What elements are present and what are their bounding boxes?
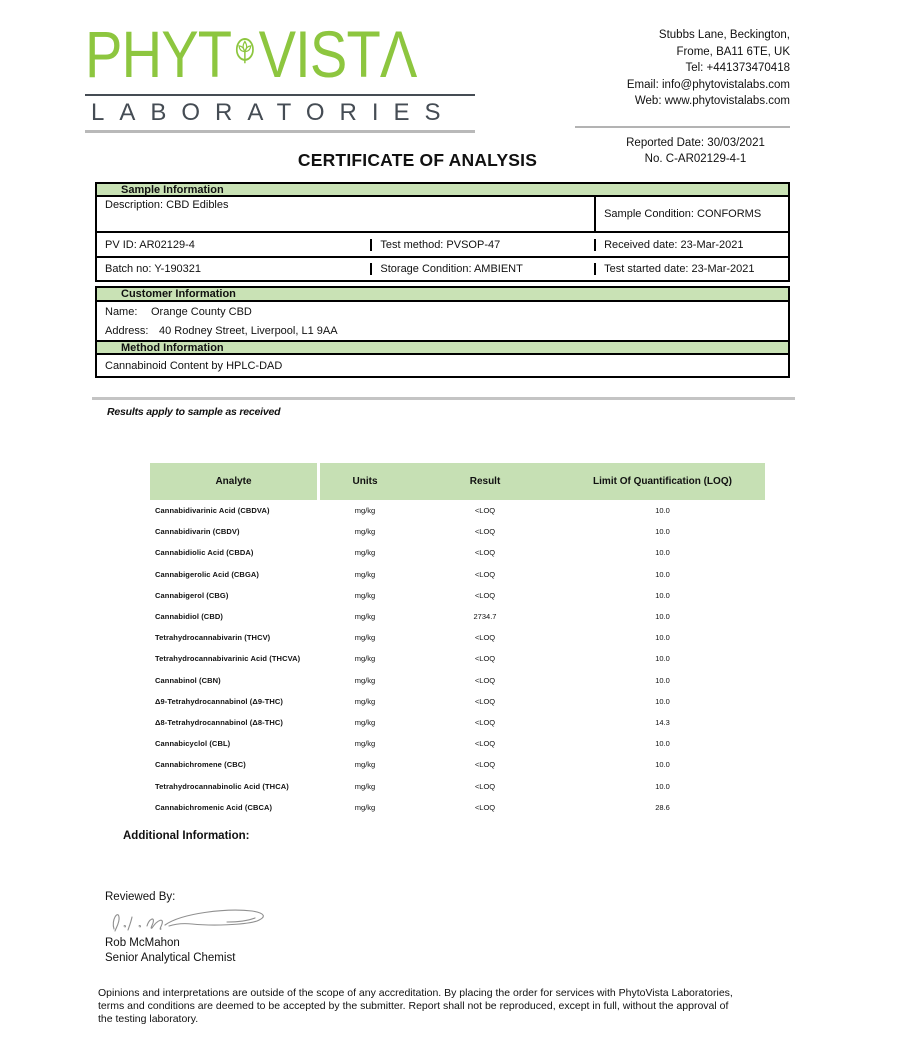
address-line-2: Frome, BA11 6TE, UK xyxy=(676,45,790,58)
cell-units: mg/kg xyxy=(354,739,376,749)
cell-result: <LOQ xyxy=(474,654,496,664)
customer-information-body xyxy=(97,302,788,340)
footer-disclaimer xyxy=(98,987,818,1026)
address-label: Address: xyxy=(105,325,149,337)
cell-result: <LOQ xyxy=(474,760,496,770)
lab-contact-block xyxy=(480,27,790,110)
cell-analyte: Cannabigerol (CBG) xyxy=(155,590,229,600)
cell-loq: 10.0 xyxy=(655,696,670,706)
report-number: No. C-AR02129-4-1 xyxy=(644,153,747,165)
cell-loq: 10.0 xyxy=(655,506,670,516)
name-label: Name: xyxy=(105,306,138,318)
cell-analyte: Cannabichromenic Acid (CBCA) xyxy=(155,802,273,812)
table-row xyxy=(150,500,765,521)
cell-analyte: Tetrahydrocannabinolic Acid (THCA) xyxy=(155,781,289,791)
cell-result: 2734.7 xyxy=(473,612,497,622)
name-value: Orange County CBD xyxy=(151,306,252,318)
cell-loq: 10.0 xyxy=(655,760,670,770)
brand-prefix-text: PHYT xyxy=(85,17,232,91)
cell-loq: 10.0 xyxy=(655,633,670,643)
sample-information-table xyxy=(95,182,790,282)
cell-analyte: Cannabidivarin (CBDV) xyxy=(155,527,240,537)
method-cell: Cannabinoid Content by HPLC-DAD xyxy=(105,359,283,372)
column-header-loq: Limit Of Quantification (LOQ) xyxy=(593,476,732,487)
cell-analyte: Cannabidiolic Acid (CBDA) xyxy=(155,548,254,558)
results-divider-line xyxy=(92,397,795,400)
test-method-cell: Test method: PVSOP-47 xyxy=(370,239,594,251)
table-row xyxy=(150,712,765,733)
cell-loq: 10.0 xyxy=(655,739,670,749)
page-title: CERTIFICATE OF ANALYSIS xyxy=(297,150,538,170)
footer-line-3: the testing laboratory. xyxy=(98,1013,199,1025)
table-row xyxy=(150,585,765,606)
cell-result: <LOQ xyxy=(474,781,496,791)
cell-analyte: Cannabigerolic Acid (CBGA) xyxy=(155,569,259,579)
cell-loq: 10.0 xyxy=(655,590,670,600)
cell-result: <LOQ xyxy=(474,548,496,558)
cell-analyte: Cannabinol (CBN) xyxy=(155,675,221,685)
phone-line: Tel: +441373470418 xyxy=(685,62,790,74)
cell-units: mg/kg xyxy=(354,781,376,791)
cell-result: <LOQ xyxy=(474,739,496,749)
results-table-header xyxy=(150,463,765,500)
column-header-analyte: Analyte xyxy=(215,476,252,487)
cell-units: mg/kg xyxy=(354,802,376,812)
contact-divider-line xyxy=(575,126,790,128)
sample-information-header: Sample Information xyxy=(97,184,788,197)
cell-loq: 14.3 xyxy=(655,717,670,727)
cell-analyte: Δ8-Tetrahydrocannabinol (Δ8-THC) xyxy=(155,717,284,727)
reviewed-by-label: Reviewed By: xyxy=(105,891,176,903)
cell-analyte: Cannabidivarinic Acid (CBDVA) xyxy=(155,506,270,516)
storage-condition-cell: Storage Condition: AMBIENT xyxy=(370,263,594,275)
cell-units: mg/kg xyxy=(354,527,376,537)
address-line-1: Stubbs Lane, Beckington, xyxy=(658,29,790,41)
results-note: Results apply to sample as received xyxy=(107,406,281,418)
cell-loq: 28.6 xyxy=(655,802,670,812)
cell-result: <LOQ xyxy=(474,590,496,600)
logo-subtitle: LABORATORIES xyxy=(91,99,456,126)
cell-loq: 10.0 xyxy=(655,527,670,537)
signature-block xyxy=(105,891,272,964)
table-row xyxy=(150,733,765,754)
column-header-units: Units xyxy=(352,476,378,487)
cell-units: mg/kg xyxy=(354,506,376,516)
sample-condition-cell: Sample Condition: CONFORMS xyxy=(594,197,788,231)
cell-analyte: Tetrahydrocannabivarin (THCV) xyxy=(155,633,271,643)
customer-address-row xyxy=(105,325,780,337)
cell-loq: 10.0 xyxy=(655,612,670,622)
cell-loq: 10.0 xyxy=(655,548,670,558)
address-value: 40 Rodney Street, Liverpool, L1 9AA xyxy=(159,325,338,337)
column-header-result: Result xyxy=(469,476,501,487)
cell-units: mg/kg xyxy=(354,590,376,600)
table-row xyxy=(150,542,765,563)
table-row xyxy=(97,231,788,256)
table-row xyxy=(150,564,765,585)
cell-result: <LOQ xyxy=(474,717,496,727)
phytovista-logo xyxy=(85,16,475,133)
reported-date: Reported Date: 30/03/2021 xyxy=(626,137,765,149)
reviewer-title: Senior Analytical Chemist xyxy=(105,952,236,964)
cell-loq: 10.0 xyxy=(655,781,670,791)
cell-units: mg/kg xyxy=(354,633,376,643)
signature-icon xyxy=(107,905,272,935)
cell-result: <LOQ xyxy=(474,506,496,516)
cell-result: <LOQ xyxy=(474,696,496,706)
cell-loq: 10.0 xyxy=(655,675,670,685)
table-row xyxy=(97,256,788,280)
leaf-logo-icon xyxy=(235,17,254,85)
cell-loq: 10.0 xyxy=(655,569,670,579)
customer-name-row xyxy=(105,306,780,318)
cell-loq: 10.0 xyxy=(655,654,670,664)
cell-analyte: Tetrahydrocannabivarinic Acid (THCVA) xyxy=(155,654,301,664)
results-table-body xyxy=(150,500,765,818)
table-row xyxy=(150,775,765,796)
brand-wordmark xyxy=(85,16,417,92)
received-date-cell: Received date: 23-Mar-2021 xyxy=(594,239,788,251)
cell-result: <LOQ xyxy=(474,675,496,685)
footer-line-2: terms and conditions are deemed to be accepted by the submitter. Report shall not be reproduced, except in full, without the approval of xyxy=(98,1000,729,1012)
cell-units: mg/kg xyxy=(354,548,376,558)
table-row xyxy=(150,648,765,669)
table-row xyxy=(150,670,765,691)
cell-analyte: Cannabicyclol (CBL) xyxy=(155,739,231,749)
cell-result: <LOQ xyxy=(474,569,496,579)
cell-result: <LOQ xyxy=(474,802,496,812)
table-row xyxy=(150,754,765,775)
test-started-date-cell: Test started date: 23-Mar-2021 xyxy=(594,263,788,275)
table-row xyxy=(150,797,765,818)
pv-id-cell: PV ID: AR02129-4 xyxy=(105,238,195,251)
footer-line-1: Opinions and interpretations are outside of the scope of any accreditation. By placing the order for services with PhytoVista Laboratories, xyxy=(98,987,733,999)
cell-units: mg/kg xyxy=(354,760,376,770)
cell-units: mg/kg xyxy=(354,696,376,706)
web-line: Web: www.phytovistalabs.com xyxy=(634,95,790,107)
table-row xyxy=(150,691,765,712)
cell-analyte: Cannabichromene (CBC) xyxy=(155,760,246,770)
batch-no-cell: Batch no: Y-190321 xyxy=(105,263,202,275)
table-row xyxy=(150,606,765,627)
method-information-header: Method Information xyxy=(97,342,788,355)
cell-units: mg/kg xyxy=(354,675,376,685)
method-information-table xyxy=(95,340,790,378)
table-row xyxy=(150,521,765,542)
cell-units: mg/kg xyxy=(354,717,376,727)
email-line: Email: info@phytovistalabs.com xyxy=(626,78,790,91)
description-cell: Description: CBD Edibles xyxy=(105,199,229,211)
results-table xyxy=(150,463,765,818)
cell-result: <LOQ xyxy=(474,633,496,643)
additional-information-label: Additional Information: xyxy=(123,830,250,842)
brand-suffix-text: VISTΛ xyxy=(258,17,417,91)
cell-units: mg/kg xyxy=(354,654,376,664)
cell-result: <LOQ xyxy=(474,527,496,537)
cell-units: mg/kg xyxy=(354,569,376,579)
cell-analyte: Δ9-Tetrahydrocannabinol (Δ9-THC) xyxy=(155,696,284,706)
table-row xyxy=(150,627,765,648)
cell-units: mg/kg xyxy=(354,612,376,622)
reviewer-name: Rob McMahon xyxy=(105,937,180,949)
logo-divider-gray xyxy=(85,130,475,133)
logo-divider-dark xyxy=(85,94,475,96)
cell-analyte: Cannabidiol (CBD) xyxy=(155,612,223,622)
table-row xyxy=(97,197,788,231)
customer-information-table xyxy=(95,286,790,342)
customer-information-header: Customer Information xyxy=(97,288,788,302)
